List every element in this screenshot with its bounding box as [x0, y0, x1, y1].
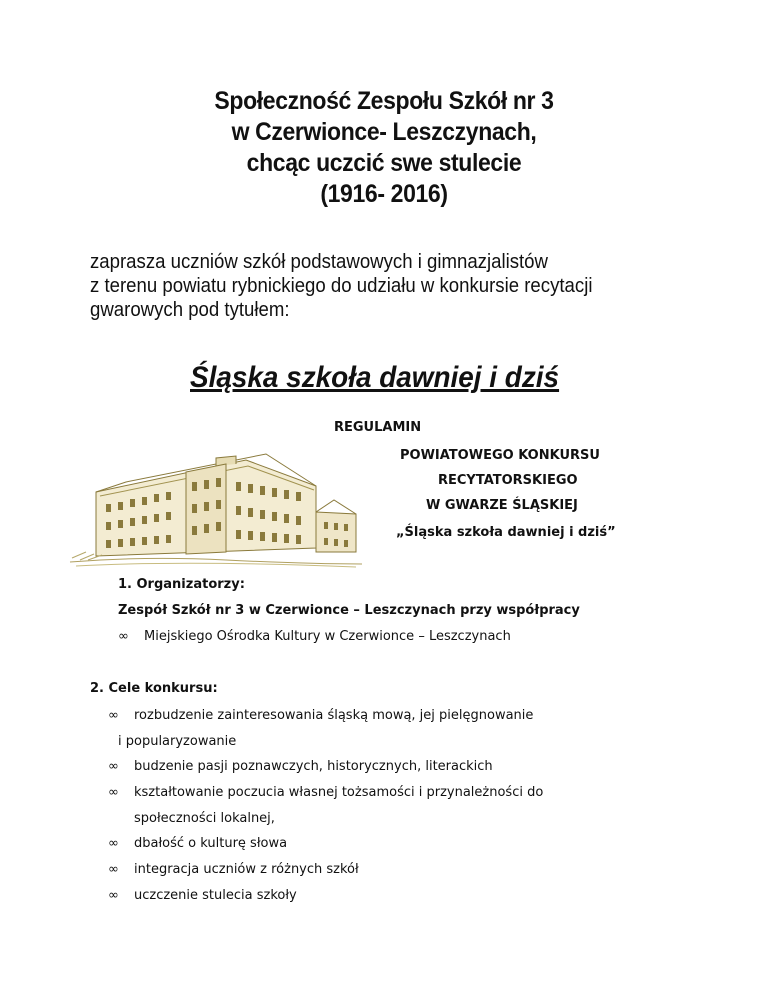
list-item-text: budzenie pasji poznawczych, historycznych, literackich: [134, 759, 493, 774]
list-item: [108, 708, 533, 723]
regulamin-line: „Śląska szkoła dawniej i dziś”: [396, 525, 616, 540]
list-item: [108, 836, 287, 851]
contest-title: Śląska szkoła dawniej i dziś: [190, 361, 560, 394]
intro-line: gwarowych pod tytułem:: [90, 299, 290, 321]
list-item-continuation: społeczności lokalnej,: [134, 811, 275, 826]
list-item: [108, 785, 543, 800]
infinity-bullet-icon: ∞: [108, 785, 119, 800]
section1-subtitle: Zespół Szkół nr 3 w Czerwionce – Leszczynach przy współpracy: [118, 603, 580, 618]
list-item: [108, 759, 493, 774]
heading-line: w Czerwionce- Leszczynach,: [231, 118, 537, 146]
list-item-text: dbałość o kulturę słowa: [134, 836, 288, 851]
regulamin-line: REGULAMIN: [334, 420, 422, 435]
list-item-continuation: i popularyzowanie: [118, 734, 237, 749]
page-heading: [31, 86, 738, 210]
list-item-text: Miejskiego Ośrodka Kultury w Czerwionce – Leszczynach: [144, 629, 511, 644]
list-item-text: rozbudzenie zainteresowania śląską mową, jej pielęgnowanie: [134, 708, 534, 723]
list-item-text: uczczenie stulecia szkoły: [134, 888, 297, 903]
heading-line: Społeczność Zespołu Szkół nr 3: [214, 87, 554, 115]
regulamin-line: POWIATOWEGO KONKURSU: [400, 448, 600, 463]
infinity-bullet-icon: ∞: [108, 888, 119, 903]
list-item-text: kształtowanie poczucia własnej tożsamości i przynależności do: [134, 785, 544, 800]
list-item: [108, 862, 359, 877]
heading-line: (1916- 2016): [320, 180, 448, 208]
infinity-bullet-icon: ∞: [108, 708, 119, 723]
school-building-sketch-icon: [66, 452, 366, 570]
regulamin-line: RECYTATORSKIEGO: [438, 473, 578, 488]
intro-line: zaprasza uczniów szkół podstawowych i gimnazjalistów: [90, 251, 548, 273]
infinity-bullet-icon: ∞: [108, 836, 119, 851]
list-item: [118, 629, 511, 644]
infinity-bullet-icon: ∞: [118, 629, 129, 644]
intro-line: z terenu powiatu rybnickiego do udziału w konkursie recytacji: [90, 275, 593, 297]
heading-line: chcąc uczcić swe stulecie: [246, 149, 522, 177]
section1-title: 1. Organizatorzy:: [118, 577, 245, 592]
intro-paragraph: [90, 250, 685, 322]
infinity-bullet-icon: ∞: [108, 759, 119, 774]
infinity-bullet-icon: ∞: [108, 862, 119, 877]
section2-title: 2. Cele konkursu:: [90, 681, 218, 696]
list-item: [108, 888, 297, 903]
regulamin-line: W GWARZE ŚLĄSKIEJ: [426, 498, 578, 513]
list-item-text: integracja uczniów z różnych szkół: [134, 862, 359, 877]
